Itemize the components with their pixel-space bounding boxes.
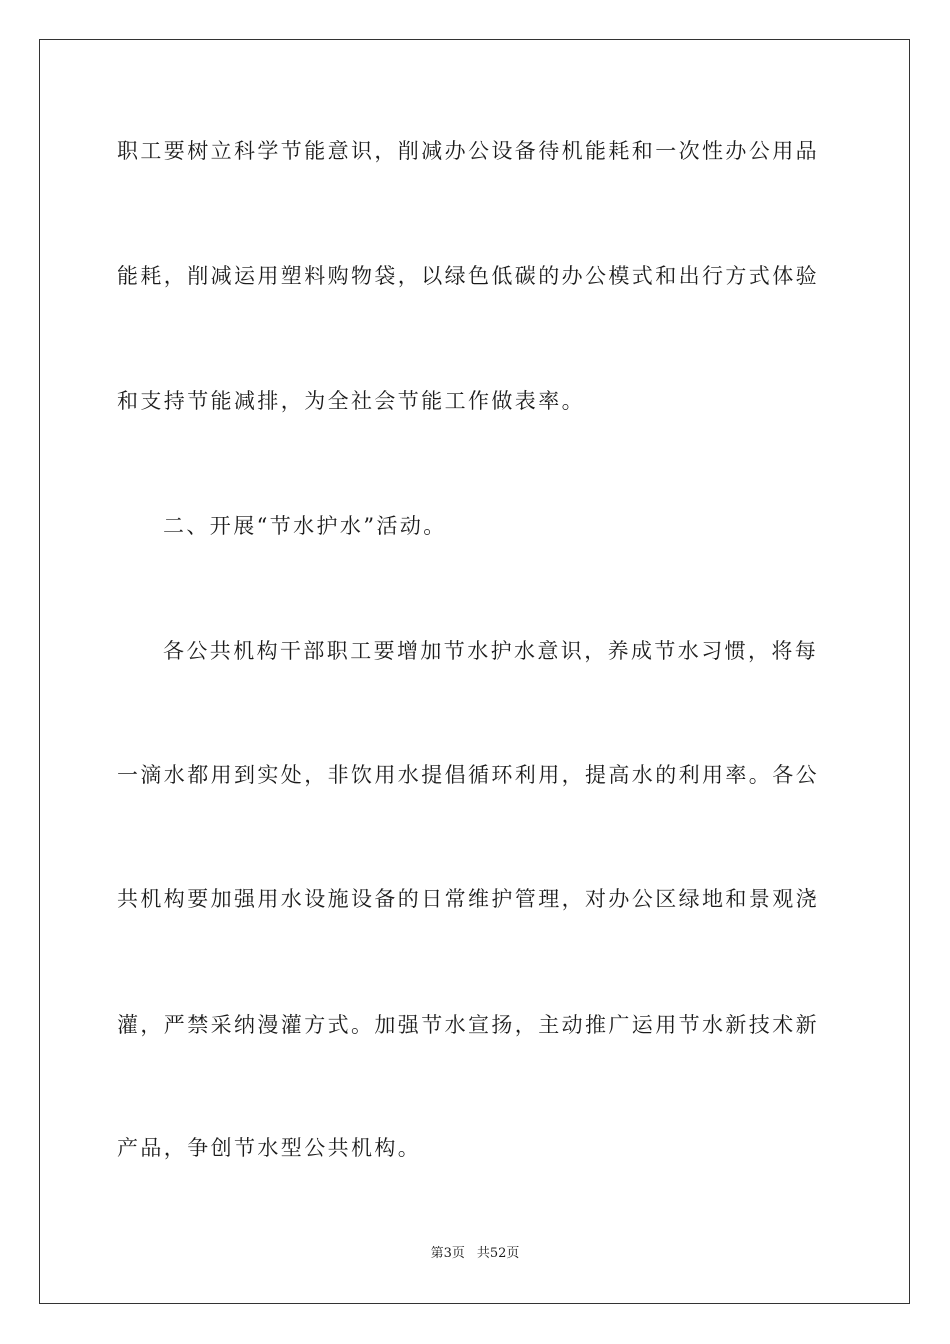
total-pages: 共52页 bbox=[476, 1246, 520, 1261]
body-line-6: 一滴水都用到实处，非饮用水提倡循环利用，提高水的利用率。各公 bbox=[117, 763, 819, 787]
body-line-9: 产品，争创节水型公共机构。 bbox=[117, 1136, 422, 1160]
body-line-8: 灌，严禁采纳漫灌方式。加强节水宣扬，主动推广运用节水新技术新 bbox=[117, 1013, 819, 1037]
section-heading: 二、开展“节水护水”活动。 bbox=[163, 514, 447, 538]
page-border bbox=[39, 39, 910, 1304]
page-number: 第3页 bbox=[430, 1246, 465, 1261]
page-footer bbox=[0, 1244, 950, 1264]
body-line-7: 共机构要加强用水设施设备的日常维护管理，对办公区绿地和景观浇 bbox=[117, 887, 819, 911]
body-line-2: 能耗，削减运用塑料购物袋，以绿色低碳的办公模式和出行方式体验 bbox=[117, 264, 819, 288]
body-line-3: 和支持节能减排，为全社会节能工作做表率。 bbox=[117, 389, 585, 413]
body-line-5: 各公共机构干部职工要增加节水护水意识，养成节水习惯，将每 bbox=[163, 639, 819, 663]
body-line-1: 职工要树立科学节能意识，削减办公设备待机能耗和一次性办公用品 bbox=[117, 139, 819, 163]
